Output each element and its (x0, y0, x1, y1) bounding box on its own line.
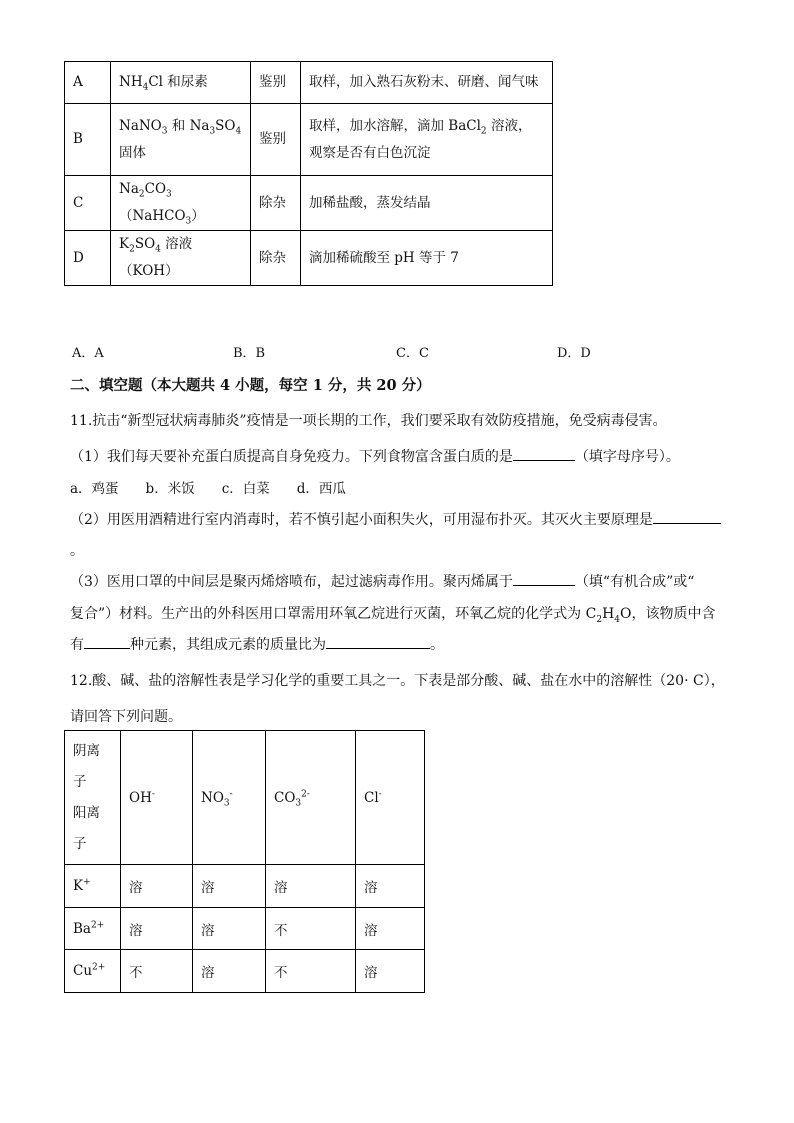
q11-part2: （2）用医用酒精进行室内消毒时，若不慎引起小面积失火，可用湿布扑灭。其灭火主要原理是 (70, 509, 721, 529)
row-label: A (65, 62, 111, 104)
answer-blank[interactable] (84, 634, 130, 649)
q11-part3-line1: （3）医用口罩的中间层是聚丙烯熔喷布，起过滤病毒作用。聚丙烯属于 （填“有机合成”或“ (70, 571, 694, 591)
anion-header: Cl- (356, 731, 425, 865)
table-row (65, 231, 553, 286)
reagent-table (64, 61, 553, 286)
operation-cell: 鉴别 (251, 62, 301, 104)
table-row (65, 865, 425, 908)
method-cell: 加稀盐酸，蒸发结晶 (301, 176, 553, 231)
solubility-cell: 不 (121, 950, 193, 993)
table-row (65, 950, 425, 993)
table-row (65, 176, 553, 231)
table-row (65, 104, 553, 176)
operation-cell: 除杂 (251, 231, 301, 286)
method-cell: 取样，加水溶解，滴加 BaCl$_2$ 溶液，观察是否有白色沉淀 (301, 104, 553, 176)
table-row (65, 62, 553, 104)
anion-header: OH- (121, 731, 193, 865)
q11-part1: （1）我们每天要补充蛋白质提高自身免疫力。下列食物富含蛋白质的是 （填字母序号）。 (70, 446, 680, 466)
cation-header: $Cu^{2+}$ (65, 950, 121, 993)
solubility-cell: 溶 (193, 950, 266, 993)
solubility-cell: 溶 (266, 865, 356, 908)
solubility-cell: 不 (266, 950, 356, 993)
solubility-cell: 溶 (356, 908, 425, 950)
solubility-cell: 溶 (121, 908, 193, 950)
answer-blank[interactable] (513, 446, 575, 461)
q12-stem-2: 请回答下列问题。 (70, 709, 182, 725)
anion-header: $NO_3^-$ (193, 731, 266, 865)
method-cell: 取样，加入熟石灰粉末、研磨、闻气味 (301, 62, 553, 104)
row-label: C (65, 176, 111, 231)
row-label: B (65, 104, 111, 176)
operation-cell: 鉴别 (251, 104, 301, 176)
operation-cell: 除杂 (251, 176, 301, 231)
answer-blank[interactable] (653, 509, 721, 524)
substance-cell: $Na_2CO_3(NaHCO_3)$ (111, 176, 251, 231)
q11-part3-line3: 有 种元素，其组成元素的质量比为 。 (70, 634, 444, 654)
solubility-cell: 溶 (193, 908, 266, 950)
anion-header: $CO_3^{2-}$ (266, 731, 356, 865)
solubility-cell: 溶 (356, 950, 425, 993)
solubility-table (64, 730, 425, 993)
option-b[interactable]: B．B (233, 346, 266, 361)
table-row (65, 908, 425, 950)
answer-blank[interactable] (513, 571, 575, 586)
option-a[interactable]: A．A (72, 346, 104, 361)
method-cell: 滴加稀硫酸至 pH 等于 7 (301, 231, 553, 286)
solubility-cell: 溶 (121, 865, 193, 908)
q11-part3-line2: 复合”）材料。生产出的外科医用口罩需用环氧乙烷进行灭菌，环氧乙烷的化学式为 $C_2H_4O$，该物质中含 (70, 606, 716, 625)
option-c[interactable]: C．C (396, 346, 429, 361)
substance-cell: NaNO$_3$ 和 $Na_3SO_4$ 固体 (111, 104, 251, 176)
substance-cell: $NH_4Cl$ 和尿素 (111, 62, 251, 104)
q11-choices: a．鸡蛋 b．米饭 c．白菜 d．西瓜 (70, 481, 346, 497)
option-d[interactable]: D．D (557, 346, 591, 361)
row-label: D (65, 231, 111, 286)
section-title: 二、填空题（本大题共 4 小题，每空 1 分，共 20 分） (70, 377, 431, 394)
solubility-cell: 不 (266, 908, 356, 950)
q12-stem: 12.酸、碱、盐的溶解性表是学习化学的重要工具之一。下表是部分酸、碱、盐在水中的溶解性（20· C）， (70, 673, 725, 689)
solubility-cell: 溶 (193, 865, 266, 908)
q11-stem: 11.抗击“新型冠状病毒肺炎”疫情是一项长期的工作，我们要采取有效防疫措施，免受病毒侵害。 (70, 413, 667, 429)
cation-header: K+ (65, 865, 121, 908)
q11-part2-end: 。 (70, 543, 84, 559)
solubility-cell: 溶 (356, 865, 425, 908)
corner-header: 阴离 子 阳离 子 (65, 731, 121, 865)
answer-blank[interactable] (326, 634, 430, 649)
substance-cell: $K_2SO_4$ 溶液（KOH） (111, 231, 251, 286)
cation-header: $Ba^{2+}$ (65, 908, 121, 950)
table-header-row (65, 731, 425, 865)
